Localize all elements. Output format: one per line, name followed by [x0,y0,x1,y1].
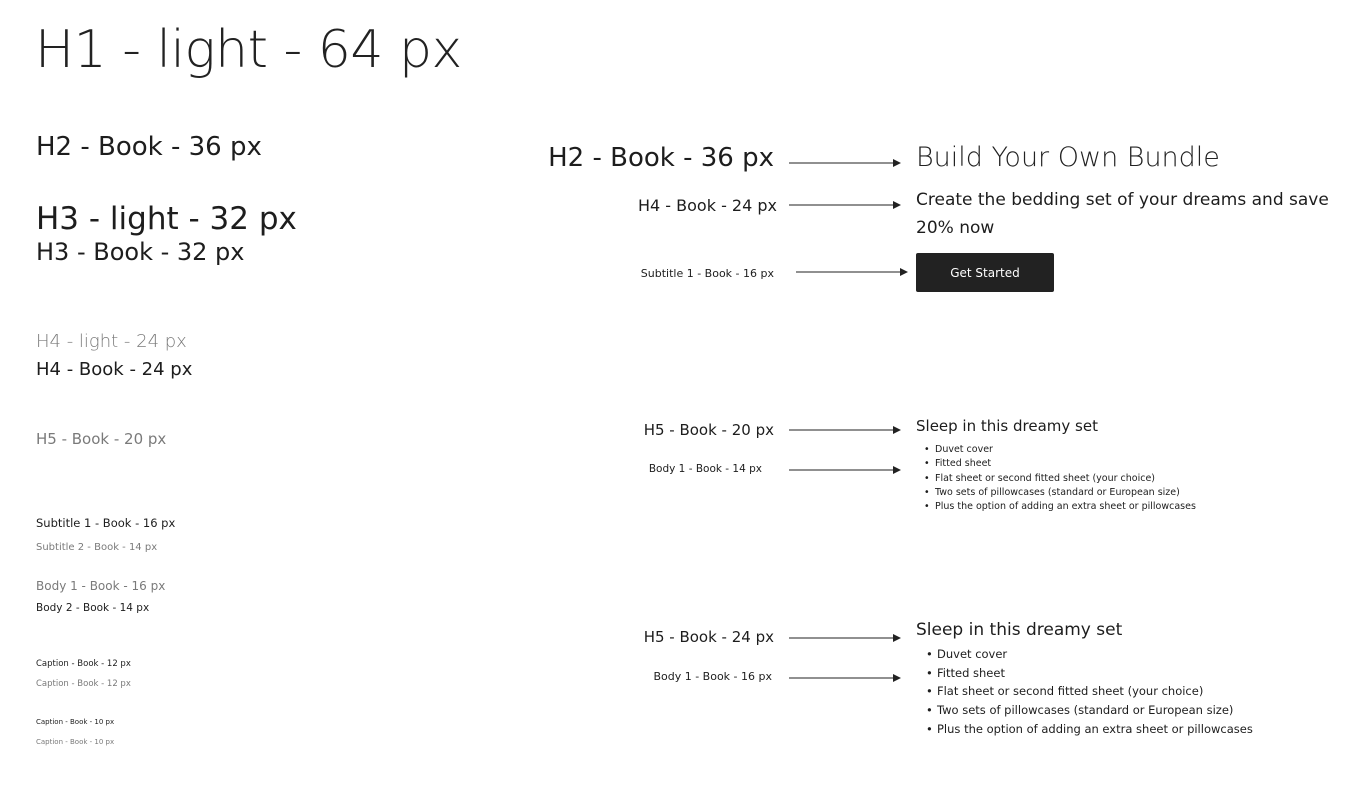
h1-sample: H1 - light - 64 px [35,20,462,80]
subtitle1-sample: Subtitle 1 - Book - 16 px [36,516,176,530]
body1-sample: Body 1 - Book - 16 px [36,579,166,593]
h4-book-sample: H4 - Book - 24 px [36,359,193,380]
arrow-icon [789,632,901,644]
arrow-icon [789,464,901,476]
list-item: • Flat sheet or second fitted sheet (your choice) [935,472,1196,486]
list-item: • Plus the option of adding an extra sheet or pillowcases [937,720,1253,739]
caption10-dark-sample: Caption - Book - 10 px [36,718,115,726]
list-item: • Plus the option of adding an extra sheet or pillowcases [935,500,1196,514]
subtitle2-sample: Subtitle 2 - Book - 14 px [36,542,158,553]
list-item: • Flat sheet or second fitted sheet (your choice) [937,682,1253,701]
caption12-light-sample: Caption - Book - 12 px [36,679,131,689]
example2-label-body: Body 1 - Book - 14 px [648,463,762,475]
caption12-dark-sample: Caption - Book - 12 px [36,659,131,669]
h4-light-sample: H4 - light - 24 px [36,331,187,352]
get-started-button[interactable]: Get Started [916,253,1054,292]
example3-list [937,645,1253,739]
list-item: • Two sets of pillowcases (standard or European size) [937,701,1253,720]
example3-label-h5: H5 - Book - 24 px [643,628,774,646]
example2-list [935,443,1196,514]
list-item: • Duvet cover [935,443,1196,457]
example1-label-h4: H4 - Book - 24 px [638,196,777,215]
example3-title: Sleep in this dreamy set [916,620,1123,640]
arrow-icon [789,672,901,684]
example1-label-subtitle: Subtitle 1 - Book - 16 px [640,267,774,280]
h3-book-sample: H3 - Book - 32 px [36,238,245,266]
h3-light-sample: H3 - light - 32 px [36,201,297,237]
example1-label-h2: H2 - Book - 36 px [548,143,774,173]
example3-label-body: Body 1 - Book - 16 px [653,670,772,683]
example2-title: Sleep in this dreamy set [916,417,1098,435]
example1-subtitle-line1: Create the bedding set of your dreams and save [916,190,1329,210]
list-item: • Fitted sheet [937,664,1253,683]
arrow-icon [789,199,901,211]
arrow-icon [789,424,901,436]
example1-title: Build Your Own Bundle [916,142,1220,173]
arrow-icon [796,266,908,278]
caption10-light-sample: Caption - Book - 10 px [36,738,115,746]
h5-sample: H5 - Book - 20 px [36,430,167,448]
example1-subtitle-line2: 20% now [916,218,995,238]
example2-label-h5: H5 - Book - 20 px [643,421,774,439]
list-item: • Duvet cover [937,645,1253,664]
arrow-icon [789,157,901,169]
h2-sample: H2 - Book - 36 px [36,132,262,162]
body2-sample: Body 2 - Book - 14 px [36,602,150,614]
list-item: • Fitted sheet [935,457,1196,471]
list-item: • Two sets of pillowcases (standard or European size) [935,486,1196,500]
